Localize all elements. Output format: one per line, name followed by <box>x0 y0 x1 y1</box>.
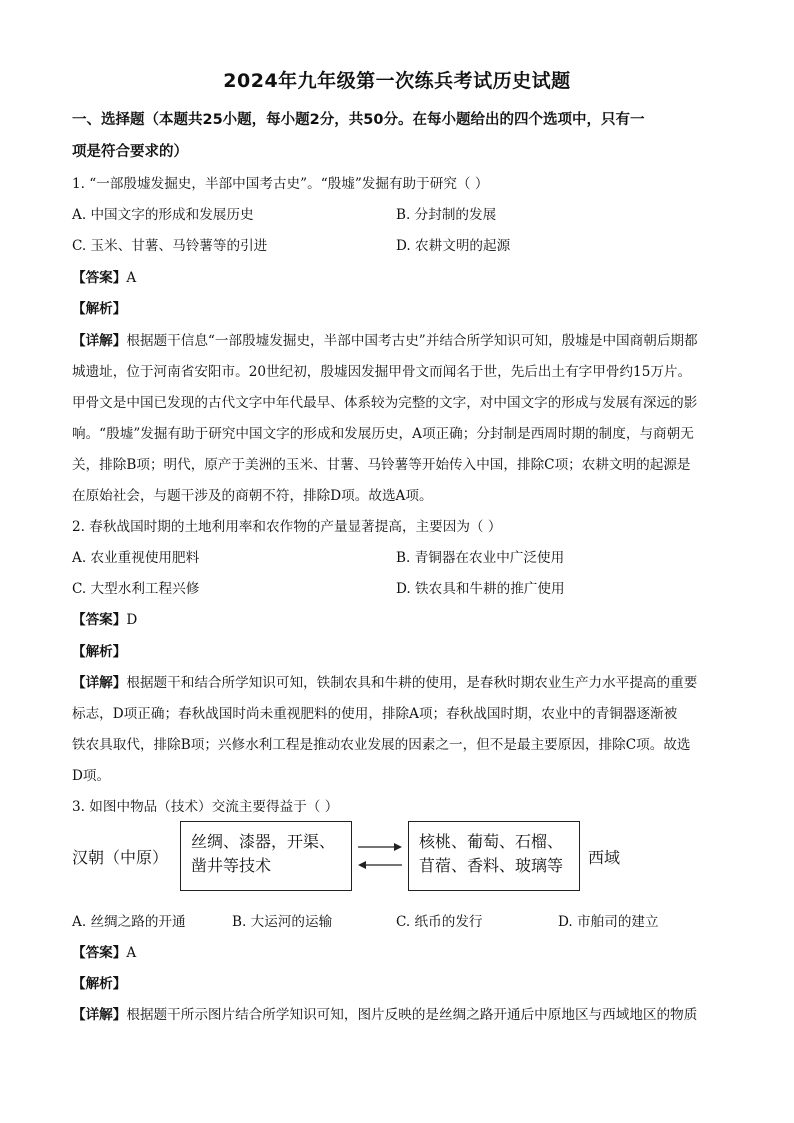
q1-answer <box>72 266 136 286</box>
answer-label: 【答案】 <box>72 270 127 286</box>
section-heading-line2: 项是符合要求的） <box>72 144 188 160</box>
q2-option-b: B. 青铜器在农业中广泛使用 <box>396 550 565 566</box>
diagram-box-han-exports <box>180 821 352 891</box>
q3-option-c: C. 纸币的发行 <box>396 914 483 930</box>
q3-option-b: B. 大运河的运输 <box>232 914 333 930</box>
q3-analysis <box>72 972 126 992</box>
q1-detail-line-1 <box>72 329 722 349</box>
q2-detail-line-4: D项。 <box>72 768 111 784</box>
analysis-label: 【解析】 <box>72 976 127 992</box>
page-title: 2024年九年级第一次练兵考试历史试题 <box>223 70 571 92</box>
diagram-box2-line1: 核桃、葡萄、石榴、 <box>419 832 564 851</box>
diagram-box1-line2: 凿井等技术 <box>191 856 272 875</box>
q2-detail-text: 根据题干和结合所学知识可知，铁制农具和牛耕的使用，是春秋时期农业生产力水平提高的重要 <box>126 675 698 691</box>
q1-option-a: A. 中国文字的形成和发展历史 <box>72 207 254 223</box>
q3-answer <box>72 941 136 961</box>
diagram-left-label: 汉朝（中原） <box>72 848 169 867</box>
answer-label: 【答案】 <box>72 945 127 961</box>
q1-option-d: D. 农耕文明的起源 <box>396 238 511 254</box>
analysis-label: 【解析】 <box>72 301 127 317</box>
q2-stem: 2. 春秋战国时期的土地利用率和农作物的产量显著提高，主要因为（ ） <box>72 519 502 535</box>
q1-detail-line-3: 甲骨文是中国已发现的古代文字中年代最早、体系较为完整的文字，对中国文字的形成与发展有深远的影 <box>72 395 698 411</box>
analysis-label: 【解析】 <box>72 644 127 660</box>
q2-answer-value: D <box>126 612 138 628</box>
diagram-right-label: 西域 <box>588 848 621 867</box>
q3-detail-text: 根据题干所示图片结合所学知识可知，图片反映的是丝绸之路开通后中原地区与西域地区的物质 <box>126 1007 698 1023</box>
diagram-box2-line2: 苜蓿、香料、玻璃等 <box>419 856 564 875</box>
q2-option-d: D. 铁农具和牛耕的推广使用 <box>396 581 565 597</box>
q1-detail-line-6: 在原始社会，与题干涉及的商朝不符，排除D项。故选A项。 <box>72 488 433 504</box>
q2-option-a: A. 农业重视使用肥料 <box>72 550 200 566</box>
q3-option-a: A. 丝绸之路的开通 <box>72 914 186 930</box>
q1-stem: 1. “一部殷墟发掘史，半部中国考古史”。“殷墟”发掘有助于研究（ ） <box>72 176 489 192</box>
q2-detail-line-1 <box>72 671 722 691</box>
answer-label: 【答案】 <box>72 612 127 628</box>
q1-option-b: B. 分封制的发展 <box>396 207 497 223</box>
q1-option-c: C. 玉米、甘薯、马铃薯等的引进 <box>72 238 268 254</box>
q1-answer-value: A <box>126 270 137 286</box>
q1-detail-line-2: 城遗址，位于河南省安阳市。20世纪初，殷墟因发掘甲骨文而闻名于世，先后出土有字甲骨约15万片。 <box>72 364 692 380</box>
q2-analysis <box>72 640 126 660</box>
q1-detail-line-4: 响。“殷墟”发掘有助于研究中国文字的形成和发展历史，A项正确；分封制是西周时期的制度，与商朝无 <box>72 426 694 442</box>
q3-detail-line-1 <box>72 1003 722 1023</box>
detail-label: 【详解】 <box>72 333 127 349</box>
detail-label: 【详解】 <box>72 675 127 691</box>
q3-stem: 3. 如图中物品（技术）交流主要得益于（ ） <box>72 799 339 815</box>
diagram-box-western-imports <box>408 821 580 891</box>
diagram-box1-line1: 丝绸、漆器，开渠、 <box>191 832 336 851</box>
q2-option-c: C. 大型水利工程兴修 <box>72 581 200 597</box>
q1-detail-line-5: 关，排除B项；明代，原产于美洲的玉米、甘薯、马铃薯等开始传入中国，排除C项；农耕文明的起源是 <box>72 457 691 473</box>
detail-label: 【详解】 <box>72 1007 127 1023</box>
q2-detail-line-2: 标志，D项正确；春秋战国时尚未重视肥料的使用，排除A项；春秋战国时期，农业中的青铜器逐渐被 <box>72 706 678 722</box>
q2-detail-line-3: 铁农具取代，排除B项；兴修水利工程是推动农业发展的因素之一，但不是最主要原因，排除C项。故选 <box>72 737 691 753</box>
exchange-diagram <box>72 815 652 895</box>
q1-detail-text: 根据题干信息“一部殷墟发掘史，半部中国考古史”并结合所学知识可知，殷墟是中国商朝后期都 <box>126 333 698 349</box>
q2-answer <box>72 608 137 628</box>
arrowhead-left-icon <box>358 861 366 869</box>
q1-analysis <box>72 297 126 317</box>
q3-option-d: D. 市舶司的建立 <box>558 914 659 930</box>
section-heading-line1: 一、选择题（本题共25小题，每小题2分，共50分。在每小题给出的四个选项中，只有一 <box>72 112 645 128</box>
arrowhead-right-icon <box>394 843 402 851</box>
diagram-arrows <box>352 821 408 891</box>
q3-answer-value: A <box>126 945 137 961</box>
